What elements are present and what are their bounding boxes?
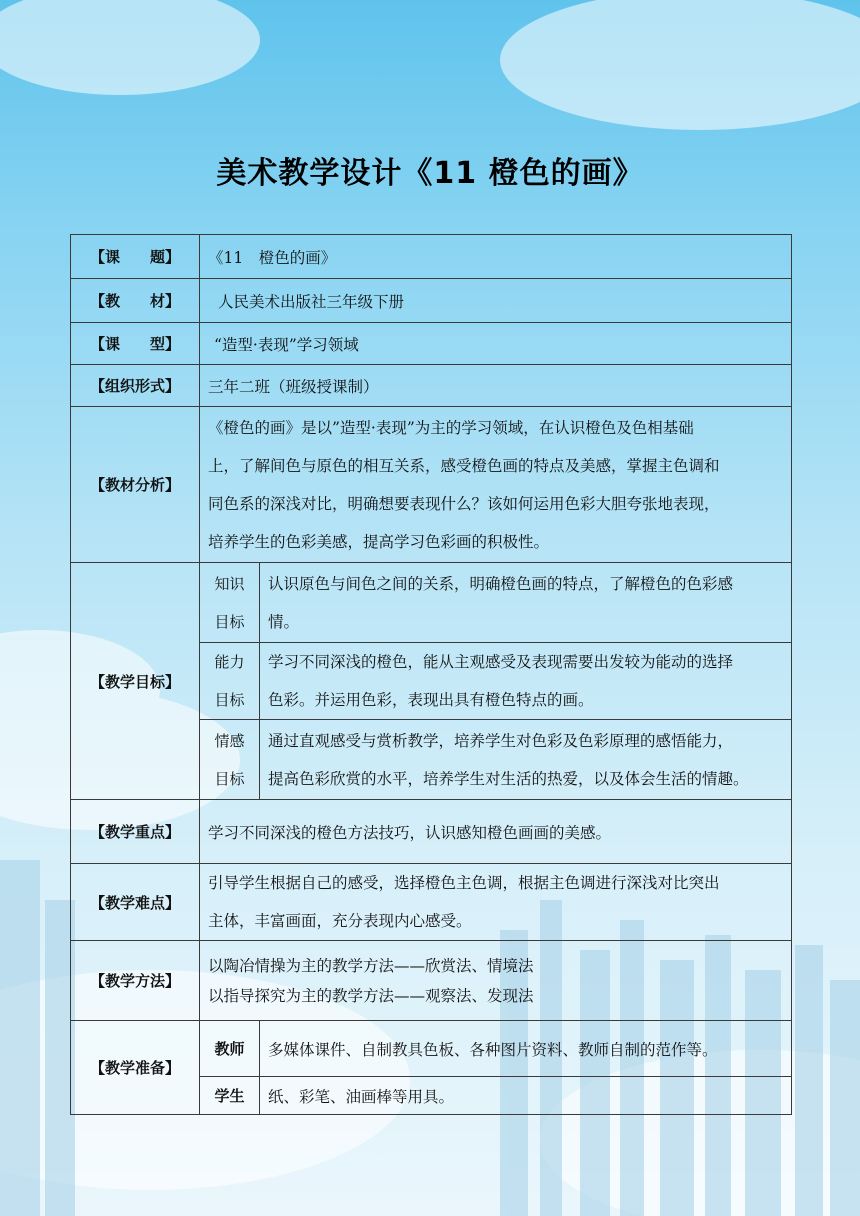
row-analysis (71, 407, 792, 563)
emotion-line: 通过直观感受与赏析教学，培养学生对色彩及色彩原理的感悟能力， (268, 731, 734, 750)
sub-student: 学生 (200, 1077, 260, 1115)
row-difficulty (71, 864, 792, 941)
emotion-line: 提高色彩欣赏的水平，培养学生对生活的热爱，以及体会生活的情趣。 (268, 769, 749, 788)
label-method: 【教学方法】 (71, 941, 200, 1021)
row-goal-knowledge (71, 563, 792, 643)
label-type: 【课 型】 (71, 323, 200, 365)
difficulty-line: 主体，丰富画面，充分表现内心感受。 (208, 912, 472, 930)
value-focus: 学习不同深浅的橙色方法技巧，认识感知橙色画画的美感。 (200, 800, 792, 864)
sub-knowledge (200, 563, 260, 643)
ability-line: 色彩。并运用色彩，表现出具有橙色特点的画。 (268, 691, 594, 709)
row-org (71, 365, 792, 407)
value-type: “造型·表现”学习领域 (200, 323, 792, 365)
page-title: 美术教学设计《11 橙色的画》 (216, 156, 644, 191)
label-focus: 【教学重点】 (71, 800, 200, 864)
method-line: 以指导探究为主的教学方法——观察法、发现法 (208, 986, 534, 1005)
analysis-line: 培养学生的色彩美感，提高学习色彩画的积极性。 (208, 532, 550, 551)
value-ability (260, 643, 792, 720)
row-prep-teacher (71, 1021, 792, 1077)
label-material: 【教 材】 (71, 279, 200, 323)
knowledge-line: 情。 (268, 612, 300, 631)
sub-emotion-line: 目标 (214, 769, 245, 788)
knowledge-line: 认识原色与间色之间的关系，明确橙色画的特点，了解橙色的色彩感 (268, 574, 734, 593)
label-org: 【组织形式】 (71, 365, 200, 407)
value-emotion (260, 720, 792, 800)
lesson-plan-table (70, 234, 792, 1115)
sub-teacher: 教师 (200, 1021, 260, 1077)
label-topic: 【课 题】 (71, 235, 200, 279)
method-line: 以陶冶情操为主的教学方法——欣赏法、情境法 (208, 956, 534, 975)
label-prep: 【教学准备】 (71, 1021, 200, 1115)
value-org: 三年二班（班级授课制） (200, 365, 792, 407)
row-material (71, 279, 792, 323)
analysis-line: 《橙色的画》是以”造型·表现”为主的学习领域，在认识橙色及色相基础 (208, 418, 694, 437)
value-method (200, 941, 792, 1021)
value-difficulty (200, 864, 792, 941)
label-goals: 【教学目标】 (71, 563, 200, 800)
row-topic (71, 235, 792, 279)
value-material: 人民美术出版社三年级下册 (200, 279, 792, 323)
sub-ability-line: 目标 (214, 691, 245, 709)
value-student: 纸、彩笔、油画棒等用具。 (260, 1077, 792, 1115)
value-teacher: 多媒体课件、自制教具色板、各种图片资料、教师自制的范作等。 (260, 1021, 792, 1077)
sub-emotion-line: 情感 (214, 731, 245, 750)
value-knowledge (260, 563, 792, 643)
ability-line: 学习不同深浅的橙色，能从主观感受及表现需要出发较为能动的选择 (268, 653, 734, 671)
row-type (71, 323, 792, 365)
difficulty-line: 引导学生根据自己的感受，选择橙色主色调，根据主色调进行深浅对比突出 (208, 874, 720, 892)
sub-knowledge-line: 知识 (214, 574, 245, 593)
sub-knowledge-line: 目标 (214, 612, 245, 631)
analysis-line: 上，了解间色与原色的相互关系，感受橙色画的特点及美感，掌握主色调和 (208, 456, 720, 475)
sub-emotion (200, 720, 260, 800)
value-analysis (200, 407, 792, 563)
analysis-line: 同色系的深浅对比，明确想要表现什么？该如何运用色彩大胆夸张地表现， (208, 494, 720, 513)
row-method (71, 941, 792, 1021)
row-focus (71, 800, 792, 864)
value-topic: 《11 橙色的画》 (200, 235, 792, 279)
label-analysis: 【教材分析】 (71, 407, 200, 563)
label-difficulty: 【教学难点】 (71, 864, 200, 941)
sub-ability-line: 能力 (214, 653, 245, 671)
sub-ability (200, 643, 260, 720)
